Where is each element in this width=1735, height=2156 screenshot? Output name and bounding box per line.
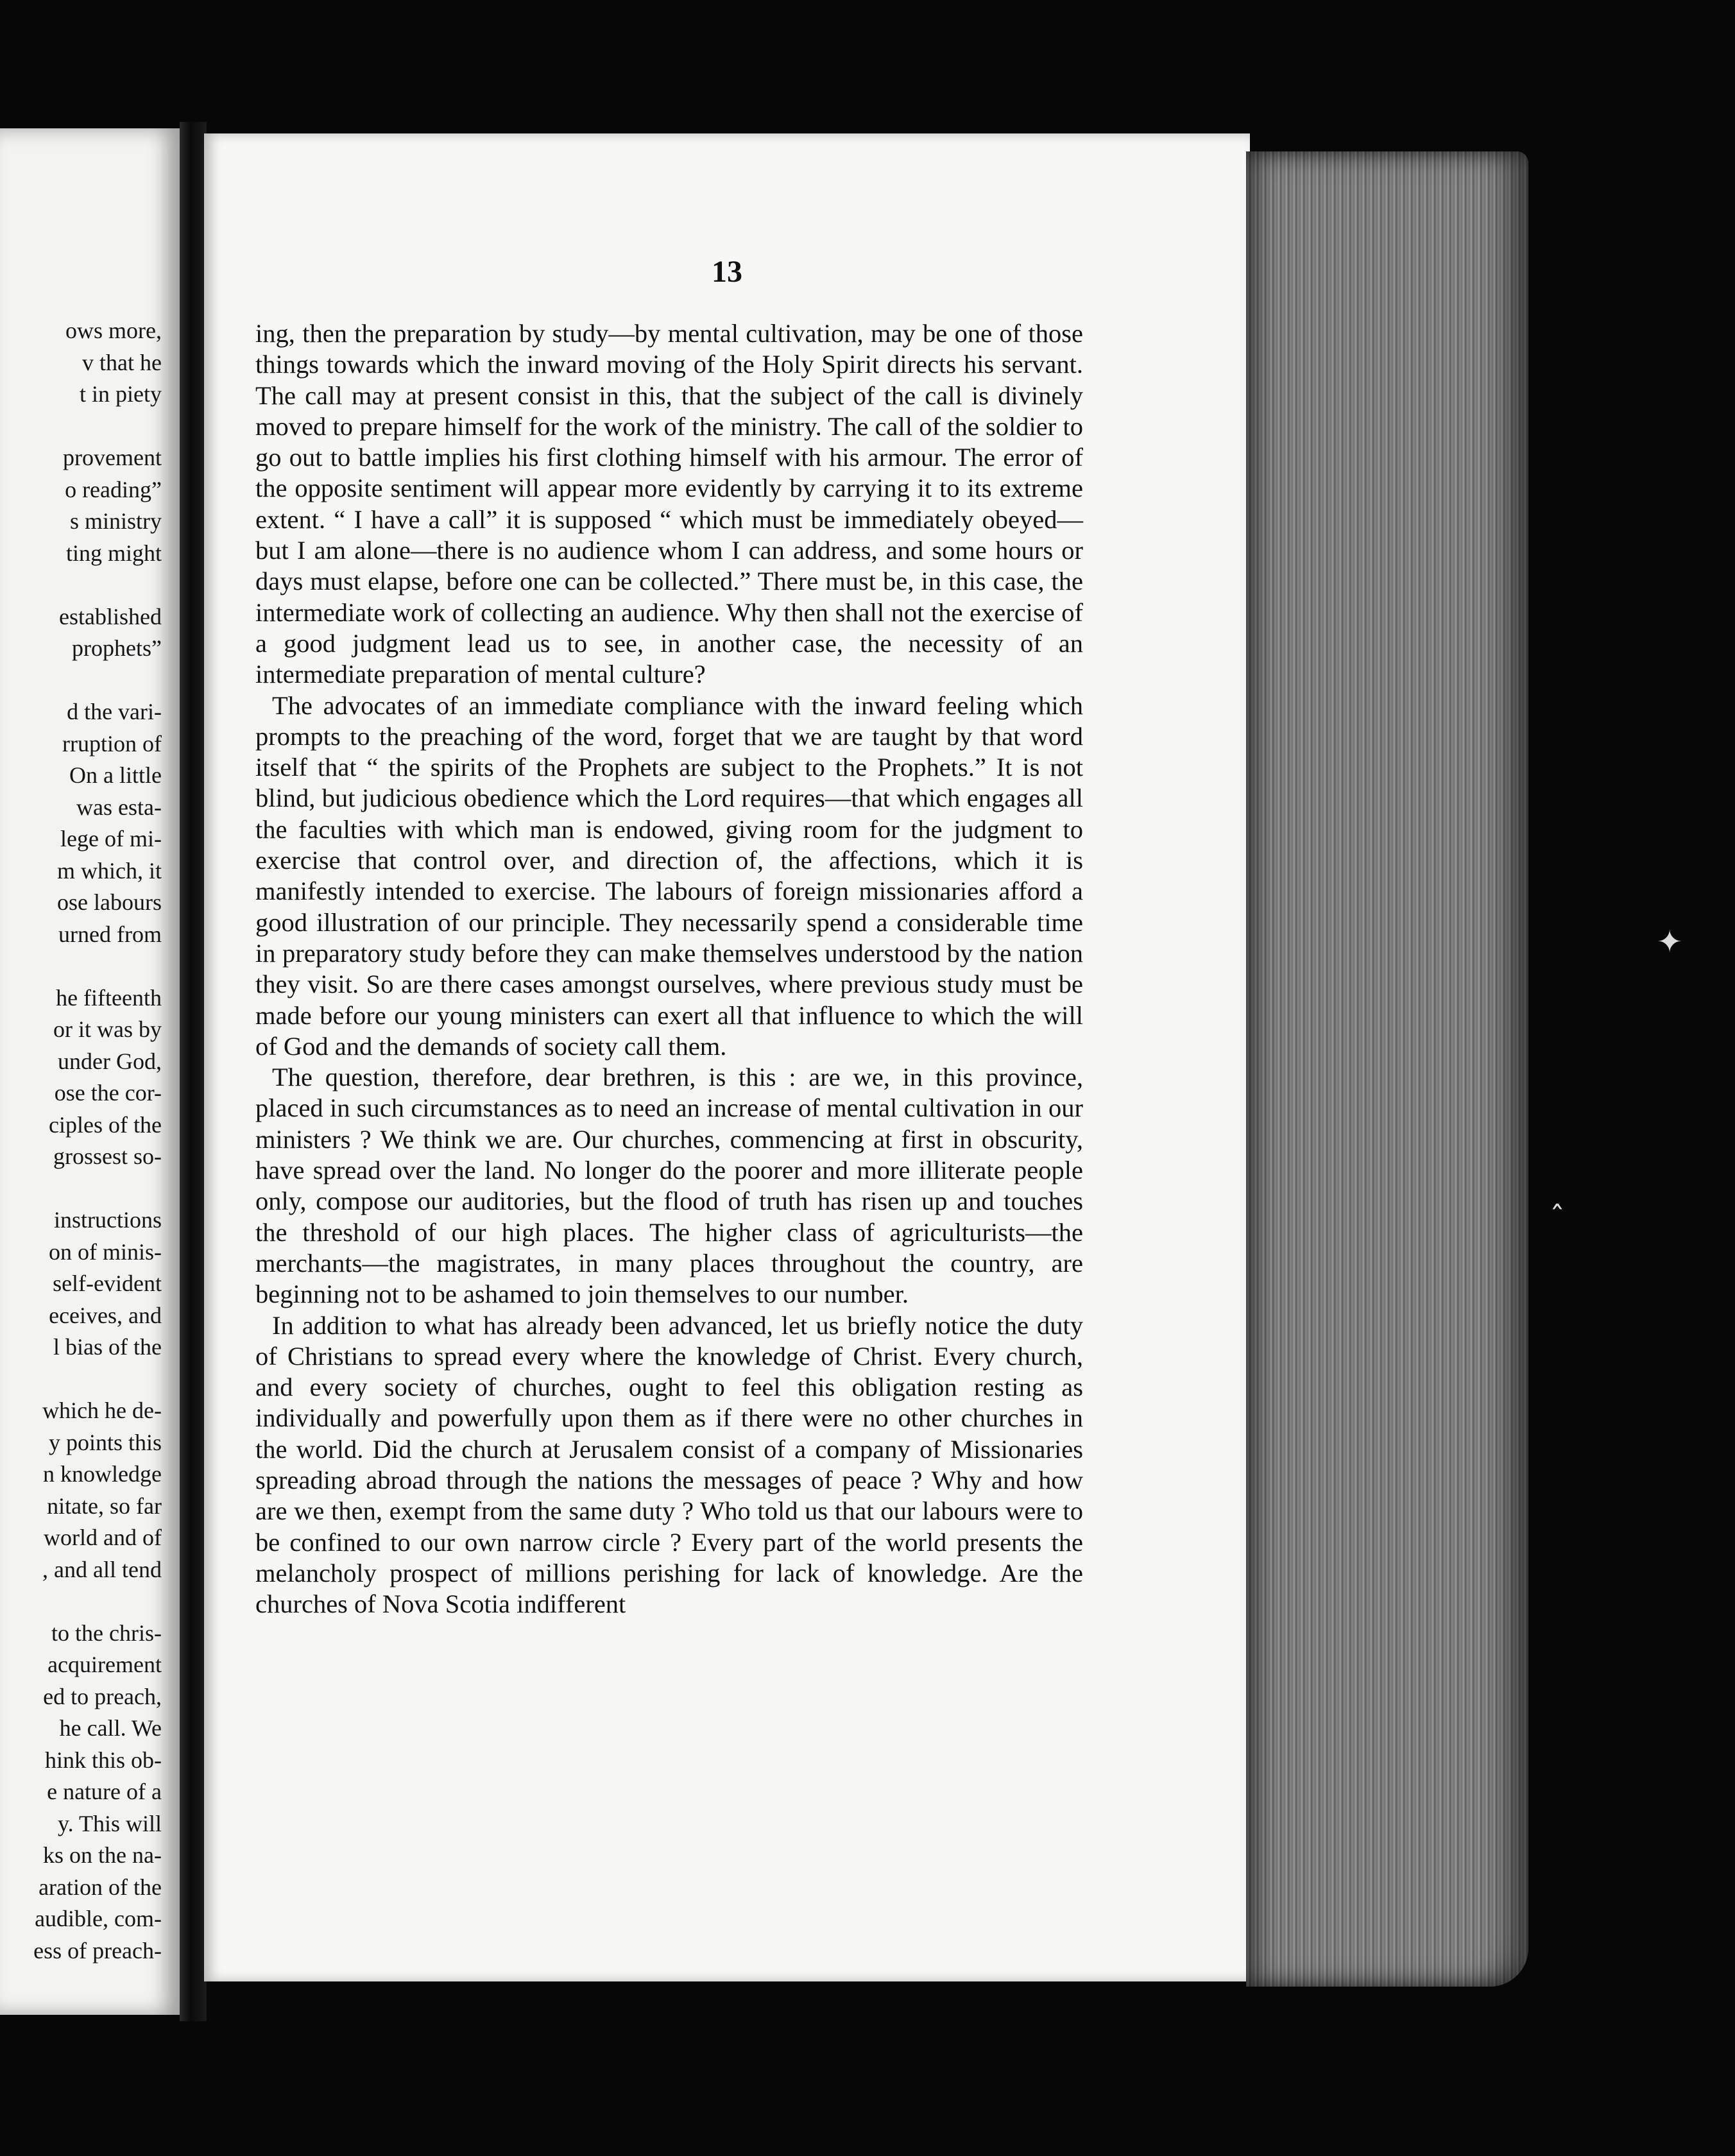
previous-page-line: , and all tend <box>42 1556 162 1582</box>
previous-page-line: self-evident <box>53 1270 162 1296</box>
paragraph-3: The question, therefore, dear brethren, is this : are we, in this province, placed in such circumstances as to need an increase of mental cultivation in our ministers ? We think we are. Our churches, commencing at first in obscurity, have spread over the land. No longer do the poorer and more illiterate people only, compose our auditories, but the flood of truth has risen up and touches the threshold of our high places. The higher class of agriculturists—the merchants—the magistrates, in many places throughout the country, are beginning not to be ashamed to join themselves to our number. <box>255 1063 1083 1309</box>
book-page <box>204 133 1250 1981</box>
previous-page-line: ose the cor- <box>54 1080 162 1106</box>
paragraph-1: ing, then the preparation by study—by mental cultivation, may be one of those things towards which the inward moving of the Holy Spirit directs his servant. The call may at present consist in this, that the subject of the call is divinely moved to prepare himself for the work of the ministry. The call of the soldier to go out to battle implies his first clothing himself with his armour. The error of the opposite sentiment will appear more evidently by carrying it to its extreme extent. “ I have a call” it is supposed “ which must be immediately obeyed—but I am alone—there is no audience whom I can address, and some hours or days must elapse, before one can be collected.” There must be, in this case, the intermediate work of collecting an audience. Why then shall not the exercise of a good judgment lead us to see, in another case, the necessity of an intermediate preparation of mental culture? <box>255 319 1083 689</box>
previous-page-line: instructions <box>54 1207 162 1233</box>
previous-page-line: on of minis- <box>49 1238 162 1265</box>
dust-speck-icon: ✦ <box>1657 924 1683 960</box>
previous-page-line: ows more, <box>65 318 162 343</box>
previous-page-line: under God, <box>58 1048 162 1074</box>
previous-page-line: audible, com- <box>35 1906 162 1931</box>
page-body-text <box>255 318 1083 1620</box>
previous-page-line: prophets” <box>72 635 162 661</box>
previous-page-line: nitate, so far <box>47 1493 162 1519</box>
previous-page-line: d the vari- <box>67 699 162 724</box>
previous-page-line: eceives, and <box>49 1302 162 1328</box>
previous-page-line: ed to preach, <box>43 1683 162 1709</box>
dust-speck-icon: ˆ <box>1550 1200 1565 1236</box>
previous-page-line: m which, it <box>57 857 162 884</box>
previous-page-line: lege of mi- <box>60 826 162 851</box>
previous-page-line: hink this ob- <box>44 1747 162 1773</box>
page-edges <box>1246 151 1528 1987</box>
previous-page-line: world and of <box>44 1525 162 1550</box>
previous-page-line: o reading” <box>65 476 162 502</box>
previous-page-line: n knowledge <box>43 1461 162 1487</box>
previous-page-line: ciples of the <box>49 1111 162 1138</box>
previous-page-line: rruption of <box>62 730 162 757</box>
page-number: 13 <box>712 255 742 289</box>
previous-page-line: which he de- <box>42 1398 162 1423</box>
paragraph-2: The advocates of an immediate compliance with the inward feeling which prompts to the preaching of the word, forget that we are taught by that word itself that “ the spirits of the Prophets are subject to the Prophets.” It is not blind, but judicious obedience which the Lord requires—that which engages all the faculties with which man is endowed, giving room for the judgment to exercise that control over, and direction of, the affections, which it is manifestly intended to exercise. The labours of foreign missionaries afford a good illustration of our principle. They necessarily spend a considerable time in preparatory study before they can make themselves understood by the nation they visit. So are there cases amongst ourselves, where previous study must be made before our young ministers can exert all that influence to which the will of God and the demands of society call them. <box>255 690 1083 1061</box>
previous-page-line: t in piety <box>80 381 162 407</box>
previous-page-line: grossest so- <box>53 1143 162 1169</box>
paragraph-4: In addition to what has already been advanced, let us briefly notice the duty of Christians to spread every where the knowledge of Christ. Every church, and every society of churches, ought to feel this obligation resting as individually and powerfully upon them as if there were no other churches in the world. Did the church at Jerusalem consist of a company of Missionaries spreading abroad through the nations the messages of peace ? Why and how are we then, exempt from the same duty ? Who told us that our labours were to be confined to our own narrow circle ? Every part of the world presents the melancholy prospect of millions perishing for lack of knowledge. Are the churches of Nova Scotia indifferent <box>255 1310 1083 1619</box>
previous-page-line: l bias of the <box>53 1334 162 1360</box>
previous-page-line: e nature of a <box>47 1779 162 1804</box>
previous-page-line: ks on the na- <box>43 1842 162 1868</box>
previous-page-line: y. This will <box>57 1810 162 1836</box>
previous-page-line: v that he <box>82 349 162 375</box>
previous-page-line: he fifteenth <box>56 984 162 1011</box>
book-gutter <box>180 122 207 2021</box>
previous-page-line: On a little <box>69 762 162 788</box>
previous-page-line: ting might <box>65 540 162 566</box>
previous-page-line: s ministry <box>69 508 162 534</box>
previous-page-line: ess of preach- <box>33 1937 162 1964</box>
previous-page-line: aration of the <box>38 1874 162 1900</box>
previous-page <box>0 128 180 2015</box>
previous-page-line: was esta- <box>76 794 162 820</box>
previous-page-line: urned from <box>58 921 162 947</box>
previous-page-line: acquirement <box>47 1652 162 1677</box>
previous-page-line: provement <box>63 445 162 470</box>
previous-page-line: he call. We <box>59 1715 162 1741</box>
previous-page-line: y points this <box>48 1429 162 1455</box>
previous-page-line: to the chris- <box>51 1620 162 1646</box>
previous-page-line: or it was by <box>53 1016 162 1042</box>
previous-page-line: ose labours <box>57 889 162 915</box>
previous-page-line: established <box>59 603 162 629</box>
